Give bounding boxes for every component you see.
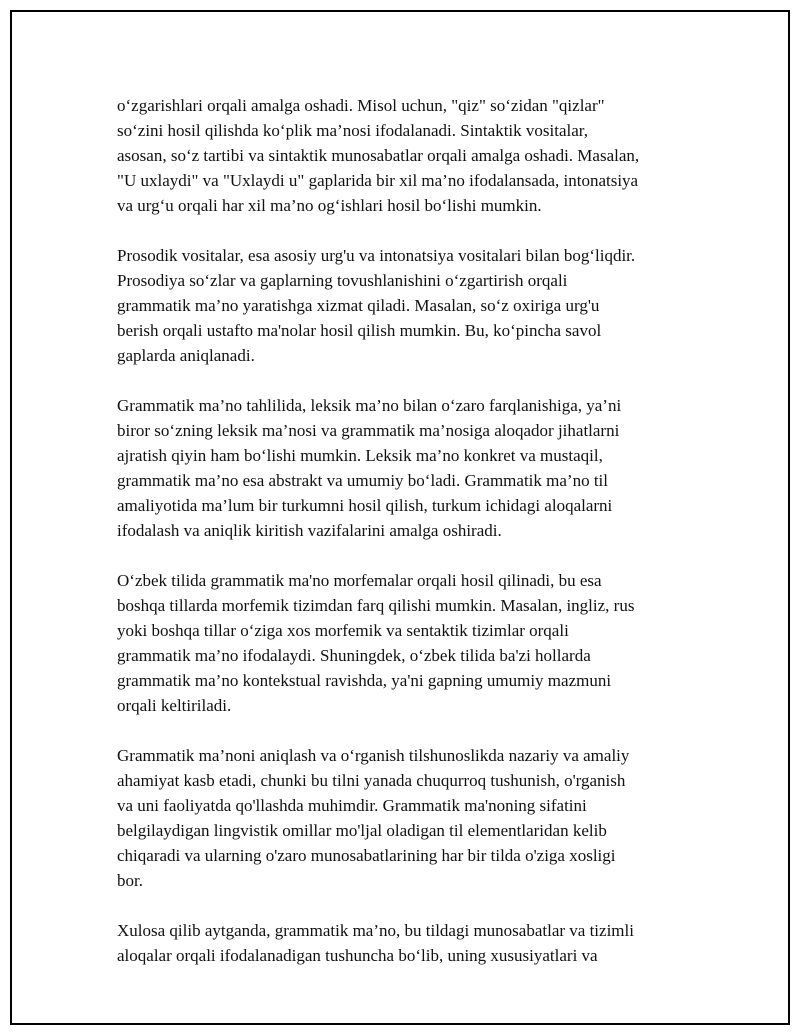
paragraph-3 [117, 393, 697, 543]
text-line: aloqalar orqali ifodalanadigan tushuncha bo‘lib, uning xususiyatlari va [117, 946, 598, 965]
text-line: va urg‘u orqali har xil ma’no og‘ishlari hosil bo‘lishi mumkin. [117, 196, 542, 215]
paragraph-1 [117, 93, 697, 218]
text-line: Grammatik ma’no tahlilida, leksik ma’no bilan o‘zaro farqlanishiga, ya’ni [117, 396, 622, 415]
text-line: Grammatik ma’noni aniqlash va o‘rganish tilshunoslikda nazariy va amaliy [117, 746, 630, 765]
text-line: berish orqali ustafto ma'nolar hosil qilish mumkin. Bu, ko‘pincha savol [117, 321, 602, 340]
text-line: grammatik ma’no ifodalaydi. Shuningdek, o‘zbek tilida ba'zi hollarda [117, 646, 591, 665]
text-line: so‘zini hosil qilishda ko‘plik ma’nosi ifodalanadi. Sintaktik vositalar, [117, 121, 589, 140]
text-line: grammatik ma’no esa abstrakt va umumiy bo‘ladi. Grammatik ma’no til [117, 471, 608, 490]
text-line: biror so‘zning leksik ma’nosi va grammatik ma’nosiga aloqador jihatlarni [117, 421, 620, 440]
text-line: o‘zgarishlari orqali amalga oshadi. Misol uchun, "qiz" so‘zidan "qizlar" [117, 96, 605, 115]
text-line: Prosodik vositalar, esa asosiy urg'u va intonatsiya vositalari bilan bog‘liqdir. [117, 246, 636, 265]
text-line: orqali keltiriladi. [117, 696, 232, 715]
text-line: "U uxlaydi" va "Uxlaydi u" gaplarida bir xil ma’no ifodalansada, intonatsiya [117, 171, 639, 190]
text-line: boshqa tillarda morfemik tizimdan farq qilishi mumkin. Masalan, ingliz, rus [117, 596, 635, 615]
text-line: Prosodiya so‘zlar va gaplarning tovushlanishini o‘zgartirish orqali [117, 271, 568, 290]
text-line: amaliyotida ma’lum bir turkumni hosil qilish, turkum ichidagi aloqalarni [117, 496, 613, 515]
paragraph-2 [117, 243, 697, 368]
text-line: bor. [117, 871, 143, 890]
paragraph-5 [117, 743, 697, 893]
text-line: belgilaydigan lingvistik omillar mo'ljal oladigan til elementlaridan kelib [117, 821, 607, 840]
paragraph-4 [117, 568, 697, 718]
text-line: grammatik ma’no yaratishga xizmat qiladi. Masalan, so‘z oxiriga urg'u [117, 296, 600, 315]
text-line: chiqaradi va ularning o'zaro munosabatlarining har bir tilda o'ziga xosligi [117, 846, 616, 865]
text-line: grammatik ma’no kontekstual ravishda, ya'ni gapning umumiy mazmuni [117, 671, 612, 690]
text-line: ahamiyat kasb etadi, chunki bu tilni yanada chuqurroq tushunish, o'rganish [117, 771, 626, 790]
text-line: va uni faoliyatda qo'llashda muhimdir. Grammatik ma'noning sifatini [117, 796, 587, 815]
text-line: Xulosa qilib aytganda, grammatik ma’no, bu tildagi munosabatlar va tizimli [117, 921, 634, 940]
text-line: yoki boshqa tillar o‘ziga xos morfemik va sentaktik tizimlar orqali [117, 621, 569, 640]
document-body [117, 93, 697, 993]
text-line: O‘zbek tilida grammatik ma'no morfemalar orqali hosil qilinadi, bu esa [117, 571, 602, 590]
paragraph-6 [117, 918, 697, 968]
text-line: ifodalash va aniqlik kiritish vazifalarini amalga oshiradi. [117, 521, 502, 540]
text-line: asosan, so‘z tartibi va sintaktik munosabatlar orqali amalga oshadi. Masalan, [117, 146, 640, 165]
text-line: ajratish qiyin ham bo‘lishi mumkin. Leksik ma’no konkret va mustaqil, [117, 446, 603, 465]
text-line: gaplarda aniqlanadi. [117, 346, 255, 365]
